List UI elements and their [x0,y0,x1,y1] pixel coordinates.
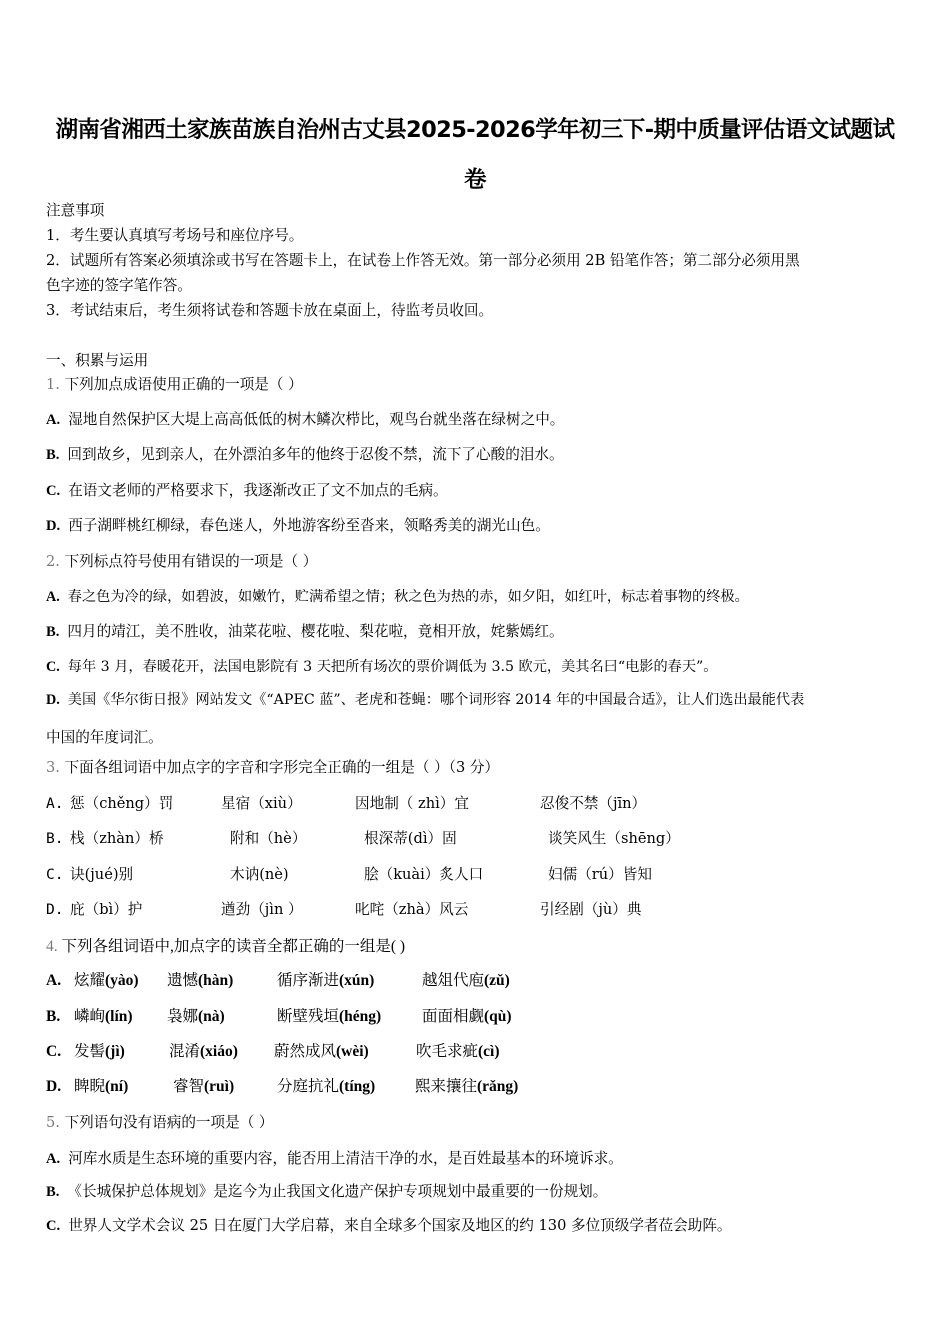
option-letter: C. [46,1218,61,1234]
word-item: 蔚然成风(wèi) [274,1043,369,1060]
word-item: 根深蒂(dì）固 [364,830,457,847]
option-text: 春之色为冷的绿，如碧波，如嫩竹，贮满希望之情；秋之色为热的赤，如夕阳，如红叶，标志着事物的终极。 [67,589,749,605]
word-item: 面面相觑(qù) [422,1008,512,1025]
word-item: 忍俊不禁（jīn） [540,795,647,812]
word-item: 断壁残垣(héng) [277,1008,382,1025]
option-text: 湿地自然保护区大堤上高高低低的树木鳞次栉比，观鸟台就坐落在绿树之中。 [68,411,565,428]
word-item: 脍（kuài）炙人口 [364,866,484,883]
question-number: 5. [46,1114,60,1131]
option-text: 回到故乡，见到亲人，在外漂泊多年的他终于忍俊不禁，流下了心酸的泪水。 [67,446,564,463]
word-item: 发髻(jì) [74,1043,125,1060]
word-item: 嶙峋(lín) [74,1008,133,1025]
question-number: 1. [46,376,60,393]
option-b [46,622,564,642]
question-text: 下列各组词语中,加点字的读音全都正确的一组是( ) [61,938,406,955]
option-letter: B. [46,830,64,847]
option-letter: C. [46,1043,62,1060]
notice-item: 3．考试结束后，考生须将试卷和答题卡放在桌面上，待监考员收回。 [46,302,494,319]
word-item: 附和（hè） [230,830,307,847]
option-a [46,587,749,607]
word-item: 循序渐进(xún) [277,972,375,989]
option-letter: C. [46,483,61,499]
question-text: 下列加点成语使用正确的一项是（ ） [64,376,303,393]
word-item: 熙来攘往(rǎng) [415,1078,519,1095]
question-stem [46,758,499,778]
option-a [46,410,564,430]
option-c [46,1216,732,1236]
word-item: 妇儒（rú）皆知 [548,866,652,883]
option-letter: A. [46,795,64,812]
question-text: 下列语句没有语病的一项是（ ） [64,1114,274,1131]
option-letter: D. [46,901,64,918]
word-item: 叱咤（zhà）风云 [355,901,469,918]
option-d-continuation: 中国的年度词汇。 [46,729,163,746]
option-text: 《长城保护总体规划》是迄今为止我国文化遗产保护专项规划中最重要的一份规划。 [67,1183,608,1200]
word-item: 炫耀(yào) [74,972,139,989]
option-letter: B. [46,1184,60,1200]
word-item: 越俎代庖(zǔ) [422,972,510,989]
notice-heading: 注意事项 [46,202,105,219]
option-letter: A. [46,972,62,989]
word-item: 惩（chěng）罚 [70,795,174,812]
question-stem [46,937,405,957]
question-text: 下列标点符号使用有错误的一项是（ ） [64,553,318,570]
option-text: 每年 3 月，春暖花开，法国电影院有 3 天把所有场次的票价调低为 3.5 欧元，美其名曰“电影的春天”。 [67,659,718,675]
question-text: 下面各组词语中加点字的字音和字形完全正确的一组是（ ）（3 分） [64,759,500,776]
question-stem [46,1113,274,1133]
word-item: 谈笑风生（shēng） [548,830,680,847]
option-c [46,481,448,501]
option-letter: A. [46,412,61,428]
document-title-line2: 卷 [464,167,486,193]
option-letter: B. [46,624,60,640]
option-letter: A. [46,1151,61,1167]
option-text: 美国《华尔街日报》网站发文《“APEC 蓝”、老虎和苍蝇：哪个词形容 2014 年的中国最合适》，让人们选出最能代表 [67,692,805,708]
question-number: 2. [46,553,60,570]
notice-item: 色字迹的签字笔作答。 [46,277,192,294]
question-stem [46,375,303,395]
word-item: 庇（bì）护 [70,901,143,918]
notice-item: 1．考生要认真填写考场号和座位序号。 [46,227,304,244]
option-text: 西子湖畔桃红柳绿，春色迷人，外地游客纷至沓来，领略秀美的湖光山色。 [68,517,550,534]
option-b [46,445,564,465]
option-text: 世界人文学术会议 25 日在厦门大学启幕，来自全球多个国家及地区的约 130 多位顶级学者莅会助阵。 [68,1217,732,1234]
option-text: 四月的靖江，美不胜收，油菜花啦、樱花啦、梨花啦，竟相开放，姹紫嫣红。 [67,623,564,640]
word-item: 诀(jué)别 [70,866,134,883]
word-item: 袅娜(nà) [167,1008,225,1025]
option-letter: A. [46,589,60,605]
option-letter: B. [46,447,60,463]
word-item: 引经剧（jù）典 [540,901,642,918]
word-item: 木讷(nè) [230,866,289,883]
question-stem [46,552,317,572]
option-letter: D. [46,1078,62,1095]
option-a [46,1149,623,1169]
word-item: 吹毛求疵(cì) [416,1043,500,1060]
word-item: 星宿（xiù） [221,795,302,812]
word-item: 栈（zhàn）桥 [70,830,164,847]
word-item: 睿智(ruì) [173,1078,235,1095]
notice-item: 2．试题所有答案必须填涂或书写在答题卡上，在试卷上作答无效。第一部分必须用 2B 铅笔作答；第二部分必须用黑 [46,252,800,269]
option-letter: C. [46,866,64,883]
option-d [46,516,550,536]
option-text: 河库水质是生态环境的重要内容，能否用上清洁干净的水，是百姓最基本的环境诉求。 [68,1150,623,1167]
question-number: 3. [46,759,60,776]
option-d [46,690,804,710]
option-letter: D. [46,692,60,708]
word-item: 遒劲（jìn ） [221,901,303,918]
option-c [46,657,717,677]
word-item: 混淆(xiáo) [169,1043,238,1060]
option-letter: B. [46,1008,61,1025]
word-item: 遗憾(hàn) [167,972,234,989]
word-item: 睥睨(ní) [74,1078,129,1095]
word-item: 因地制（ zhì）宜 [355,795,469,812]
word-item: 分庭抗礼(tíng) [277,1078,376,1095]
question-number: 4. [46,938,58,955]
option-b [46,1182,607,1202]
section-heading: 一、积累与运用 [46,352,149,369]
option-letter: C. [46,659,60,675]
option-text: 在语文老师的严格要求下，我逐渐改正了文不加点的毛病。 [68,482,448,499]
option-letter: D. [46,518,61,534]
document-title-line1: 湖南省湘西土家族苗族自治州古丈县2025-2026学年初三下-期中质量评估语文试题试 [55,117,895,143]
